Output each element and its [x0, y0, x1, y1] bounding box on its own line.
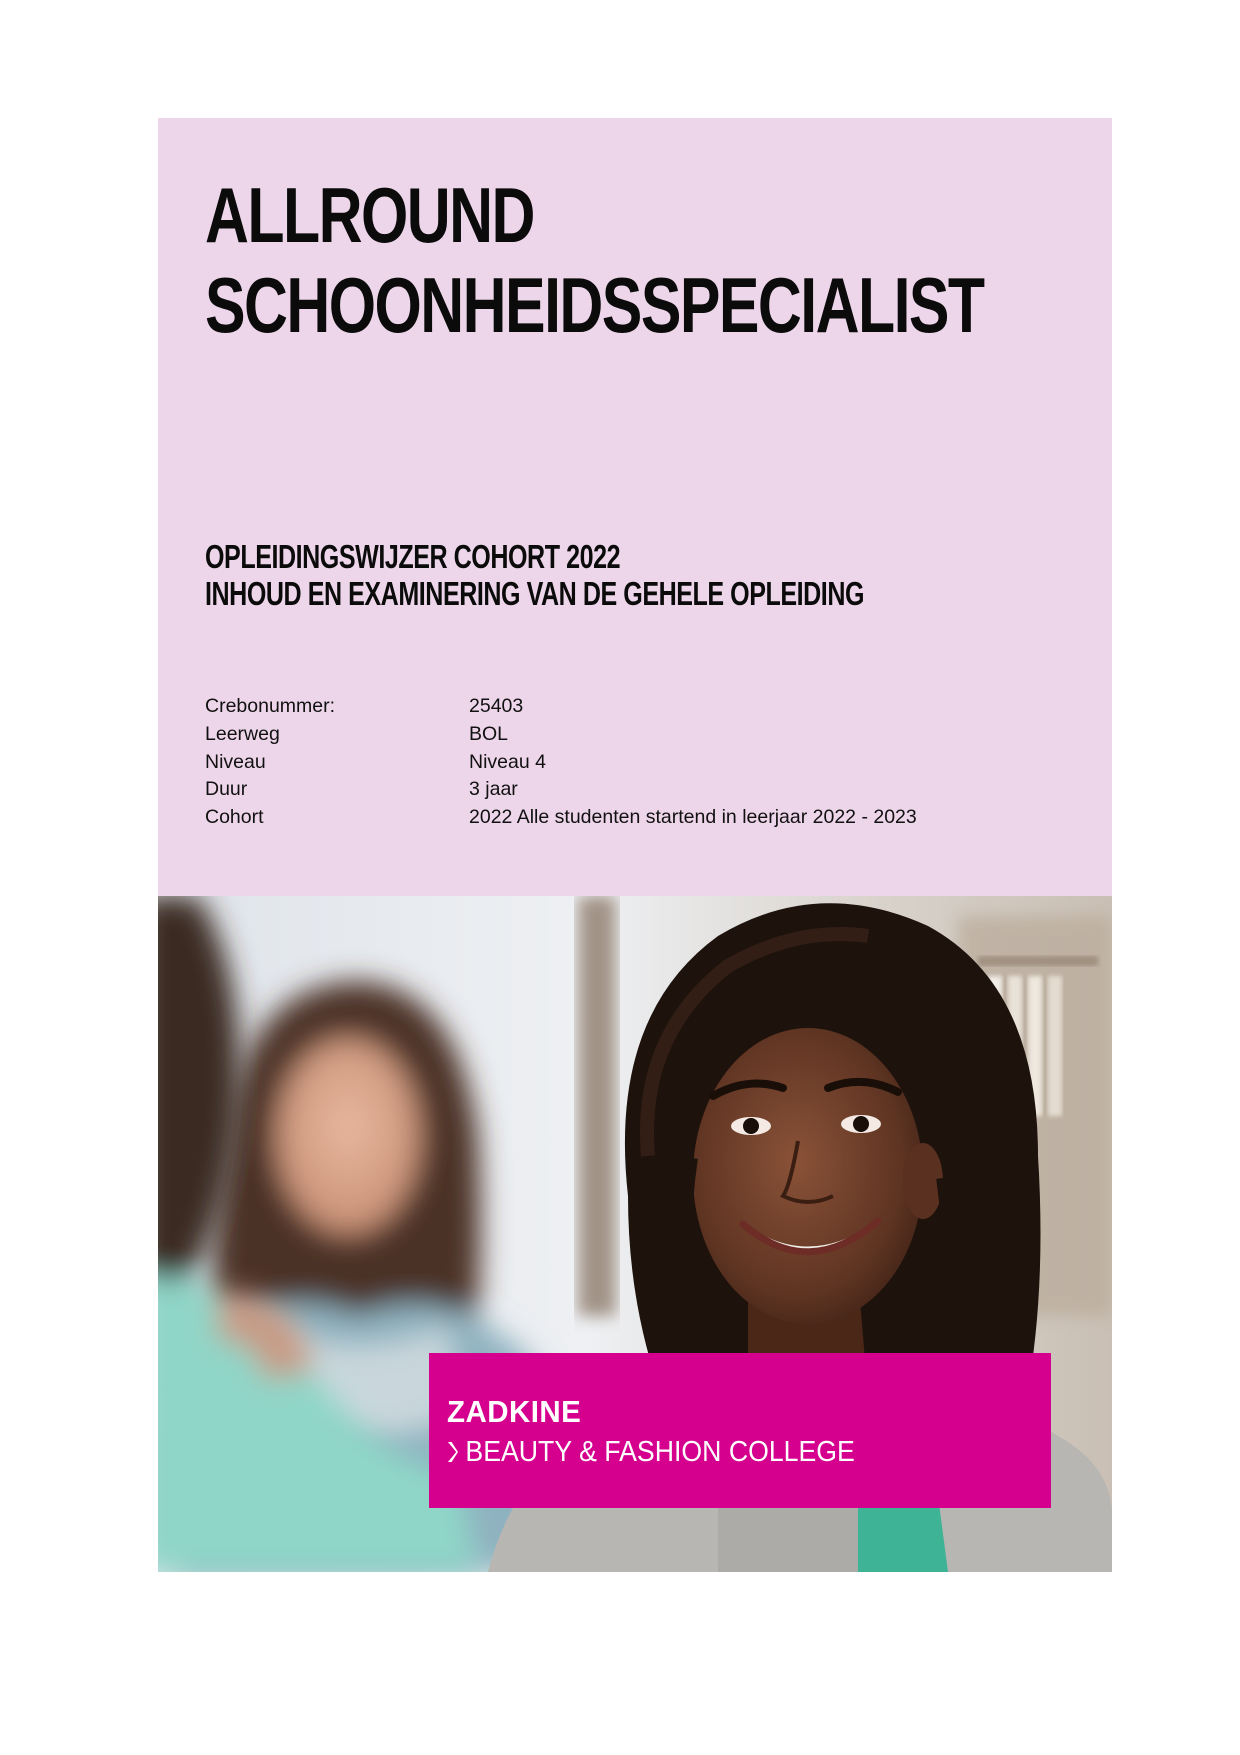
subtitle-line-1: OPLEIDINGSWIJZER COHORT 2022 [205, 538, 621, 575]
page-subtitle [205, 538, 864, 612]
detail-value: BOL [469, 722, 509, 745]
logo-tagline-row [447, 1435, 855, 1469]
detail-label: Leerweg [205, 722, 280, 745]
detail-row-leerweg [205, 721, 917, 749]
title-line-1: ALLROUND [205, 171, 534, 259]
detail-row-duur [205, 776, 917, 804]
chevron-right-icon [447, 1441, 458, 1463]
detail-value: 3 jaar [469, 778, 518, 801]
detail-value: 25403 [469, 695, 524, 717]
title-panel [158, 118, 1112, 896]
subtitle-line-2: INHOUD EN EXAMINERING VAN DE GEHELE OPLEIDING [205, 575, 865, 612]
detail-value: 2022 Alle studenten startend in leerjaar 2022 - 2023 [469, 806, 917, 829]
page-title [205, 170, 984, 350]
college-logo [429, 1353, 1051, 1508]
detail-label: Niveau [205, 750, 266, 773]
detail-label: Cohort [205, 806, 264, 829]
logo-tagline: BEAUTY & FASHION COLLEGE [465, 1436, 855, 1468]
course-details [205, 693, 917, 832]
detail-row-crebonummer [205, 693, 917, 721]
logo-name: ZADKINE [447, 1394, 582, 1429]
detail-value: Niveau 4 [469, 750, 546, 773]
detail-row-cohort [205, 804, 917, 832]
detail-row-niveau [205, 749, 917, 777]
detail-label: Duur [205, 778, 248, 801]
title-line-2: SCHOONHEIDSSPECIALIST [205, 261, 984, 349]
cover-page [158, 118, 1112, 1572]
detail-label: Crebonummer: [205, 695, 336, 717]
